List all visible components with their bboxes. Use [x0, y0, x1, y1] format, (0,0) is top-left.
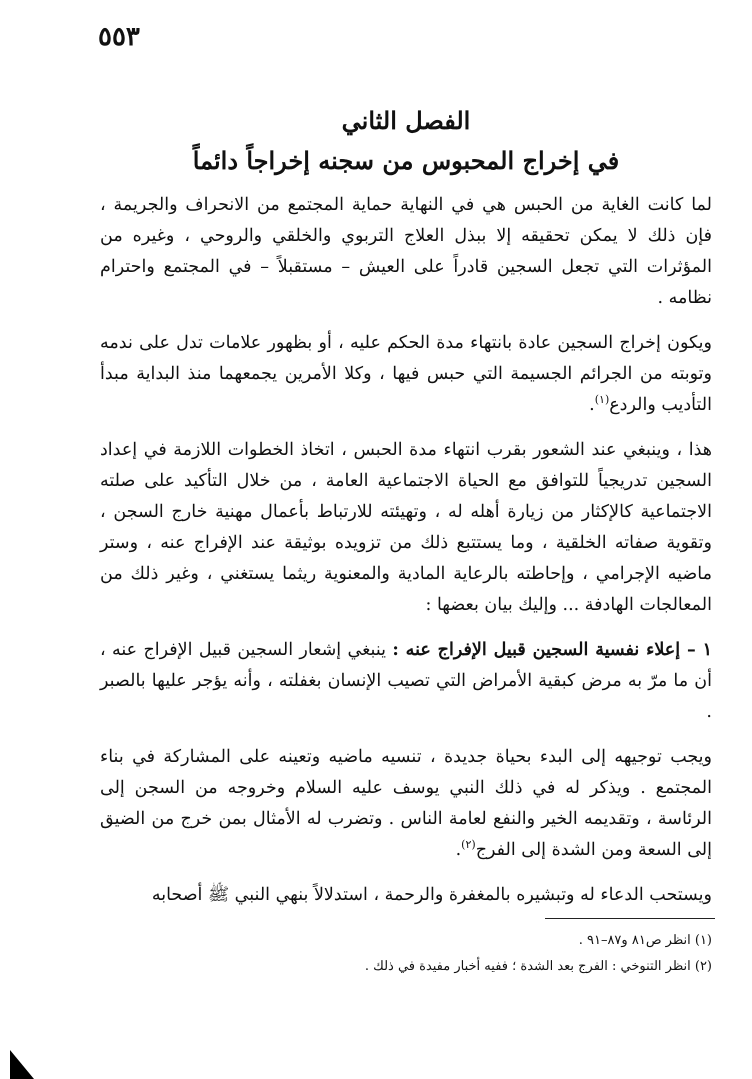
paragraph-2-end: . — [589, 395, 595, 415]
page-number: ٥٥٣ — [98, 22, 140, 52]
footnote-1: (١) انظر ص٨١ و٨٧–٩١ . — [578, 933, 712, 948]
page-corner-mark — [10, 1050, 34, 1079]
footnotes — [100, 928, 712, 980]
paragraph-6-text: ويستحب الدعاء له وتبشيره بالمغفرة والرحمة ، استدلالاً بنهي النبي ﷺ أصحابه — [151, 885, 712, 905]
chapter-title: الفصل الثاني — [341, 106, 471, 135]
paragraph-6 — [100, 880, 712, 911]
paragraph-3-text: هذا ، وينبغي عند الشعور بقرب انتهاء مدة الحبس ، اتخاذ الخطوات اللازمة في إعداد السجين تدريجياً للتوافق مع الحياة الاجتماعية العامة ، من خلال التأكيد على صلته الاجتماعية كالإكثار من زيارة أهله له ، وتهيئته للارتباط بأعمال مهنية خارج السجن ، وتقوية صفاته الخلقية ، وما يستتبع ذلك من تزويده بوثيقة عند الإفراج عنه ، وستر ماضيه الإجرامي ، وإحاطته بالرعاية المادية والمعنوية ريثما يستغني ، وغير ذلك من المعالجات الهادفة ... وإليك بيان بعضها : — [100, 440, 712, 615]
chapter-subtitle: في إخراج المحبوس من سجنه إخراجاً دائماً — [192, 146, 620, 175]
paragraph-2 — [100, 328, 712, 421]
body-text — [100, 190, 712, 925]
footnote-ref-2: (٢) — [461, 838, 476, 852]
paragraph-5 — [100, 742, 712, 866]
paragraph-5-text: ويجب توجيهه إلى البدء بحياة جديدة ، تنسيه ماضيه وتعينه على المشاركة في بناء المجتمع . ويذكر له في ذلك النبي يوسف عليه السلام وخروجه من السجن إلى الرئاسة ، وتقديمه الخير والنفع لعامة الناس . وتضرب له الأمثال بمن خرج من الضيق إلى السعة ومن الشدة إلى الفرج — [100, 747, 712, 860]
footnote-divider — [545, 918, 715, 919]
paragraph-2-text: ويكون إخراج السجين عادة بانتهاء مدة الحكم عليه ، أو بظهور علامات تدل على ندمه وتوبته من الجرائم الجسيمة التي حبس فيها ، وكلا الأمرين يجمعهما منذ البداية مبدأ التأديب والردع — [100, 333, 712, 415]
paragraph-4 — [100, 635, 712, 728]
paragraph-1 — [100, 190, 712, 314]
section-heading: ١ – إعلاء نفسية السجين قبيل الإفراج عنه : — [392, 640, 713, 660]
paragraph-3 — [100, 435, 712, 621]
paragraph-4-text: ينبغي إشعار السجين قبيل الإفراج عنه ، أن ما مرّ به مرض كبقية الأمراض التي تصيب الإنسان بغفلته ، وأنه يؤجر عليها بالصبر . — [100, 640, 712, 722]
paragraph-1-text: لما كانت الغاية من الحبس هي في النهاية حماية المجتمع من الانحراف والجريمة ، فإن ذلك لا يمكن تحقيقه إلا ببذل العلاج التربوي والخلقي والروحي ، وغيره من المؤثرات التي تجعل السجين قادراً على العيش – مستقبلاً – في المجتمع واحترام نظامه . — [100, 195, 712, 308]
paragraph-5-end: . — [455, 840, 462, 860]
footnote-2: (٢) انظر التنوخي : الفرج بعد الشدة ؛ ففيه أخبار مفيدة في ذلك . — [364, 959, 712, 974]
footnote-ref-1: (١) — [594, 393, 610, 407]
